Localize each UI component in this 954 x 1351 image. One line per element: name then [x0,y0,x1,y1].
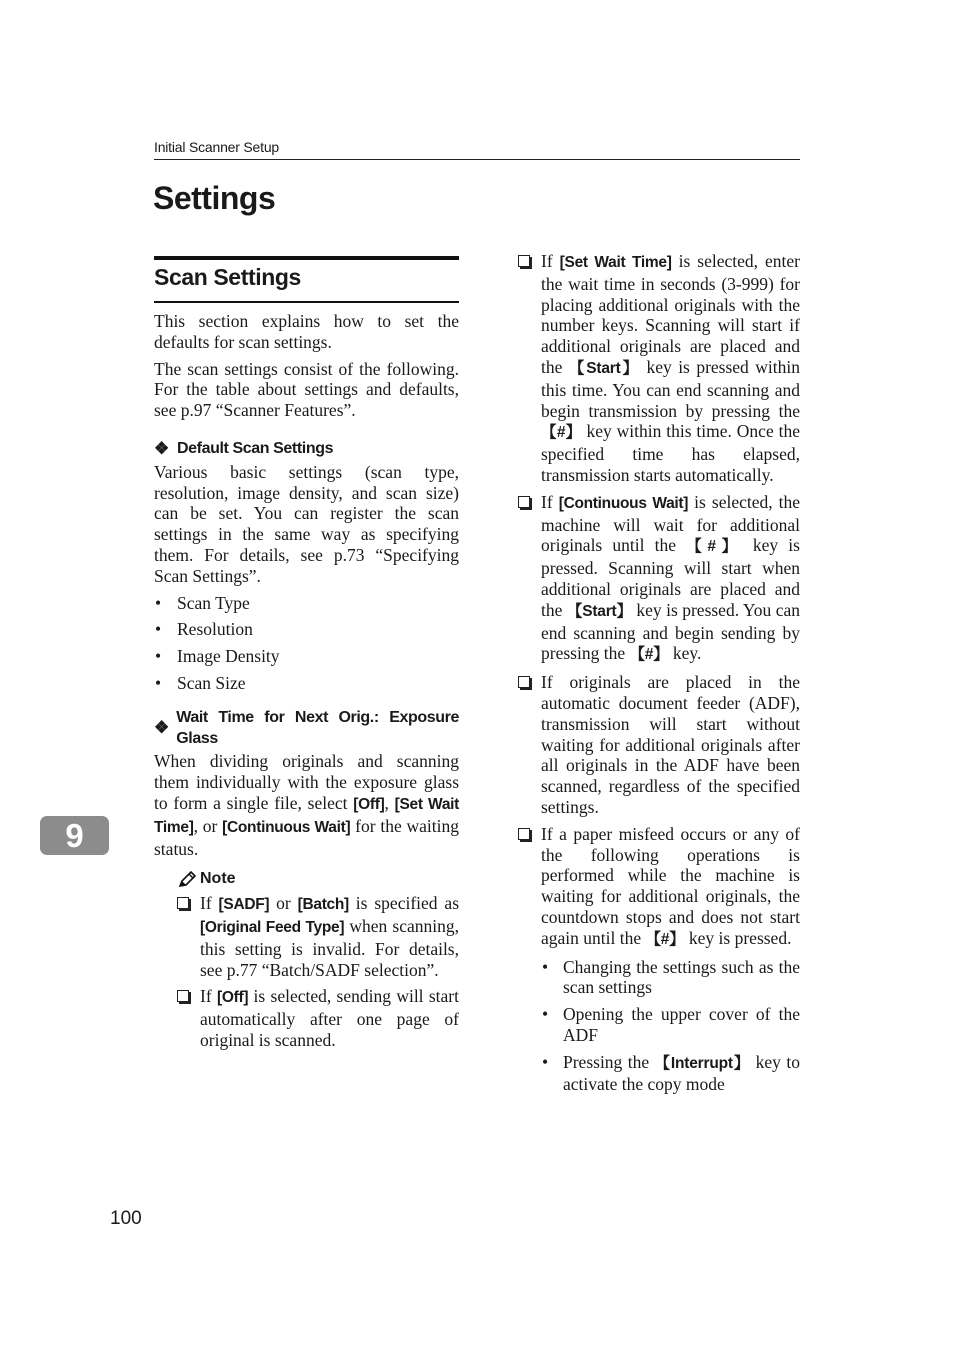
checkbox-icon [177,990,189,1002]
note-item-1: If [SADF] or [Batch] is specified as [Original Feed Type] when scanning, this setting is invalid. For details, see p.77 “Batch/SADF selection”. [177,893,459,980]
page-number: 100 [110,1208,142,1229]
right-item-2: If [Continuous Wait] is selected, the machine will wait for additional originals until the 【#】 key is pressed. Scanning will start when additional originals are placed and the 【Start】 key is pressed. You can end scanning and begin sending by pressing the 【#】 key. [518,492,800,666]
list-item: • Resolution [155,619,253,640]
scan-settings-list [154,593,459,694]
key-off: [Off] [353,795,385,813]
page-title: Settings [153,180,276,216]
note-label: Note [200,870,236,888]
list-item: • Pressing the 【Interrupt】 key to activate the copy mode [542,1051,800,1095]
list-item: • Image Density [155,646,280,667]
wait-time-heading-text: Wait Time for Next Orig.: Exposure Glass [176,708,459,747]
right-item-1: If [Set Wait Time] is selected, enter the wait time in seconds (3-999) for placing additional originals with the number keys. Scanning will start if additional originals are placed and the 【Start】 key is pressed within this time. You can end scanning and begin transmission by pressing the 【#】 key within this time. Once the specified time has elapsed, transmission starts automatically. [518,251,800,486]
left-column [154,311,459,1057]
list-item: • Scan Type [155,592,250,613]
hash-key: 【#】 [541,424,582,442]
diamond-icon: ❖ [154,718,169,738]
hash-key: 【#】 [645,930,685,948]
section-rule-bottom [154,301,459,303]
right-item-3: If originals are placed in the automatic document feeder (ADF), transmission will start without waiting for additional originals after all originals in the ADF have been scanned, regardless of the specified settings. [518,672,800,818]
right-item-4: If a paper misfeed occurs or any of the following operations is performed while the machine is waiting for additional originals, the countdown stops and does not start again until the 【#】 key is pressed. • Changing the settings such as the scan settings • Opening the upper cover of the ADF • Pressing the 【Interrupt】 key to activate the copy mode [518,824,800,1096]
checkbox-icon [518,676,530,688]
default-scan-body: Various basic settings (scan type, resolution, image density, and scan size) can be set. You can register the scan settings in the same way as specifying them. For details, see p.73 “Specifying Scan Settings”. [154,461,459,586]
running-head: Initial Scanner Setup [154,139,279,155]
hash-key: 【#】 [629,646,669,664]
operations-list [541,957,800,1096]
default-scan-heading [154,439,459,460]
hash-key: 【#】 [686,538,743,556]
note-list [177,893,459,1051]
checkbox-icon [518,496,530,508]
key-set-wait-time: [Set Wait Time] [154,795,460,836]
default-scan-heading-text: Default Scan Settings [177,439,334,457]
diamond-icon: ❖ [154,438,169,458]
wait-time-heading [154,708,459,750]
list-item: • Changing the settings such as the scan settings [542,956,800,998]
list-item: • Opening the upper cover of the ADF [542,1004,800,1045]
key-continuous-wait: [Continuous Wait] [222,818,351,836]
checkbox-icon [177,897,189,909]
section-rule-top [154,256,459,260]
note-heading [177,869,459,890]
interrupt-key: 【Interrupt】 [654,1054,751,1072]
checkbox-icon [518,255,530,267]
chapter-number: 9 [65,816,84,854]
right-column [518,251,800,1101]
intro-paragraph-1: This section explains how to set the defaults for scan settings. [154,311,459,352]
chapter-tab [40,816,109,855]
start-key: 【Start】 [568,359,641,377]
checkbox-icon [518,828,530,840]
section-title: Scan Settings [154,264,301,290]
start-key: 【Start】 [566,602,632,620]
pencil-icon [177,871,197,889]
intro-paragraph-2: The scan settings consist of the following. For the table about settings and defaults, see p.97 “Scanner Features”. [154,358,459,421]
header-rule [154,159,800,160]
list-item: • Scan Size [155,672,246,693]
wait-time-body: When dividing originals and scanning them individually with the exposure glass to form a single file, select [Off], [Set Wait Time], or [Continuous Wait] for the waiting status. [154,751,460,859]
note-item-2: If [Off] is selected, sending will start automatically after one page of original is scanned. [177,986,459,1050]
